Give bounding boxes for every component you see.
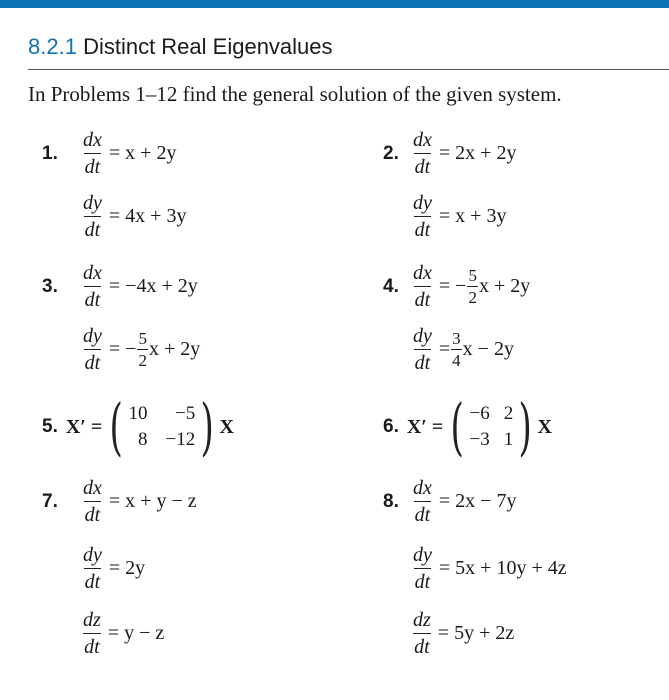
derivative-numerator: dz	[83, 608, 101, 631]
derivative-numerator: dx	[83, 261, 102, 284]
equation-rhs: = 4x + 3y	[108, 204, 187, 227]
problem-number: 5.	[42, 416, 58, 437]
right-paren: )	[200, 390, 215, 463]
derivative-denominator: dt	[84, 568, 102, 592]
matrix-entry: −5	[175, 403, 196, 424]
derivative-numerator: dy	[83, 191, 102, 214]
equation-rhs: = 5x + 10y + 4z	[438, 556, 567, 579]
coefficient-numerator: 5	[468, 265, 477, 285]
derivative	[82, 478, 103, 525]
coefficient-fraction	[451, 330, 462, 369]
derivative-numerator: dy	[413, 324, 432, 347]
problem-6	[383, 392, 552, 462]
problem-number: 6.	[383, 416, 399, 437]
right-paren: )	[518, 390, 533, 463]
coefficient-denominator: 2	[468, 287, 477, 307]
problem-5	[42, 392, 234, 462]
derivative-denominator: dt	[414, 286, 432, 310]
left-paren: (	[450, 390, 465, 463]
coefficient-numerator: 3	[452, 328, 461, 348]
matrix-entry: −3	[469, 429, 490, 450]
coefficient-denominator: 4	[452, 350, 461, 370]
derivative-denominator: dt	[84, 216, 102, 240]
vector-x: X	[537, 415, 552, 438]
derivative	[412, 610, 432, 657]
problem-4-eq-1	[412, 258, 530, 314]
derivative	[412, 326, 433, 373]
section-number: 8.2.1	[28, 34, 77, 59]
equation-rhs: = 2y	[108, 556, 146, 579]
section-title	[28, 34, 333, 60]
equation-rhs-suffix: x + 2y	[478, 274, 531, 297]
coefficient-matrix	[445, 390, 537, 463]
matrix-equation-lhs: X′ =	[406, 415, 444, 438]
equation-rhs: = x + 3y	[438, 204, 507, 227]
problem-7-eq-1	[82, 473, 197, 529]
derivative	[412, 478, 433, 525]
problem-number: 8.	[383, 491, 399, 512]
derivative	[412, 130, 433, 177]
problem-8-eq-2	[412, 540, 567, 596]
derivative-denominator: dt	[414, 568, 432, 592]
equation-rhs-suffix: x − 2y	[462, 337, 514, 360]
problem-8-eq-1	[412, 473, 516, 529]
derivative	[82, 326, 103, 373]
derivative-denominator: dt	[84, 153, 102, 177]
instructions: In Problems 1–12 find the general solution of the given system.	[28, 82, 562, 106]
problem-number: 2.	[383, 143, 399, 164]
matrix-grid	[129, 403, 196, 451]
coefficient-fraction	[137, 330, 148, 369]
equation-rhs: = y − z	[107, 621, 165, 644]
derivative-numerator: dy	[413, 191, 432, 214]
derivative-denominator: dt	[413, 633, 431, 657]
problem-1-eq-1	[82, 125, 176, 181]
derivative-numerator: dx	[83, 128, 102, 151]
derivative-numerator: dx	[413, 128, 432, 151]
derivative-denominator: dt	[84, 501, 102, 525]
derivative-numerator: dy	[83, 543, 102, 566]
equation-rhs: = 5y + 2z	[437, 621, 515, 644]
equation-rhs: = x + y − z	[108, 489, 197, 512]
problem-number: 3.	[42, 276, 58, 297]
derivative-numerator: dx	[413, 476, 432, 499]
problem-7-eq-2	[82, 540, 145, 596]
equation-rhs-prefix: = −	[438, 274, 467, 297]
derivative	[82, 610, 102, 657]
derivative	[412, 263, 433, 310]
derivative	[412, 193, 433, 240]
title-divider	[28, 69, 669, 70]
derivative	[82, 193, 103, 240]
matrix-entry: 2	[503, 403, 514, 424]
derivative-denominator: dt	[414, 501, 432, 525]
equation-rhs-suffix: x + 2y	[148, 337, 201, 360]
equation-rhs: = x + 2y	[108, 141, 177, 164]
equation-rhs: = 2x + 2y	[438, 141, 517, 164]
left-paren: (	[109, 390, 124, 463]
problem-number: 4.	[383, 276, 399, 297]
derivative	[82, 263, 103, 310]
matrix-entry: 1	[503, 429, 514, 450]
equation-rhs-prefix: = −	[108, 337, 137, 360]
derivative	[412, 545, 433, 592]
derivative-numerator: dy	[413, 543, 432, 566]
coefficient-numerator: 5	[138, 328, 147, 348]
matrix-entry: −12	[165, 429, 196, 450]
equation-rhs: = −4x + 2y	[108, 274, 198, 297]
problem-number: 1.	[42, 143, 58, 164]
problem-2-eq-2	[412, 188, 506, 244]
coefficient-fraction	[467, 267, 478, 306]
equation-rhs: = 2x − 7y	[438, 489, 517, 512]
top-accent-bar	[0, 0, 669, 8]
problem-1-eq-2	[82, 188, 186, 244]
problem-3-eq-1	[82, 258, 198, 314]
problem-4-eq-2	[412, 321, 514, 377]
problem-7-eq-3	[82, 605, 164, 661]
derivative-denominator: dt	[83, 633, 101, 657]
derivative-numerator: dx	[413, 261, 432, 284]
derivative-numerator: dy	[83, 324, 102, 347]
derivative	[82, 545, 103, 592]
section-title-text: Distinct Real Eigenvalues	[83, 34, 333, 59]
derivative	[82, 130, 103, 177]
matrix-entry: 10	[128, 403, 148, 424]
problem-8-eq-3	[412, 605, 514, 661]
matrix-entry: 8	[138, 429, 148, 450]
derivative-denominator: dt	[84, 349, 102, 373]
vector-x: X	[219, 415, 234, 438]
derivative-denominator: dt	[84, 286, 102, 310]
problem-number: 7.	[42, 491, 58, 512]
derivative-denominator: dt	[414, 153, 432, 177]
equation-rhs-prefix: =	[438, 337, 451, 360]
problem-3-eq-2	[82, 321, 200, 377]
derivative-numerator: dz	[413, 608, 431, 631]
matrix-entry: −6	[469, 403, 490, 424]
problem-2-eq-1	[412, 125, 516, 181]
matrix-equation-lhs: X′ =	[65, 415, 103, 438]
coefficient-matrix	[104, 390, 219, 463]
derivative-numerator: dx	[83, 476, 102, 499]
derivative-denominator: dt	[414, 216, 432, 240]
matrix-grid	[470, 403, 514, 451]
derivative-denominator: dt	[414, 349, 432, 373]
coefficient-denominator: 2	[138, 350, 147, 370]
